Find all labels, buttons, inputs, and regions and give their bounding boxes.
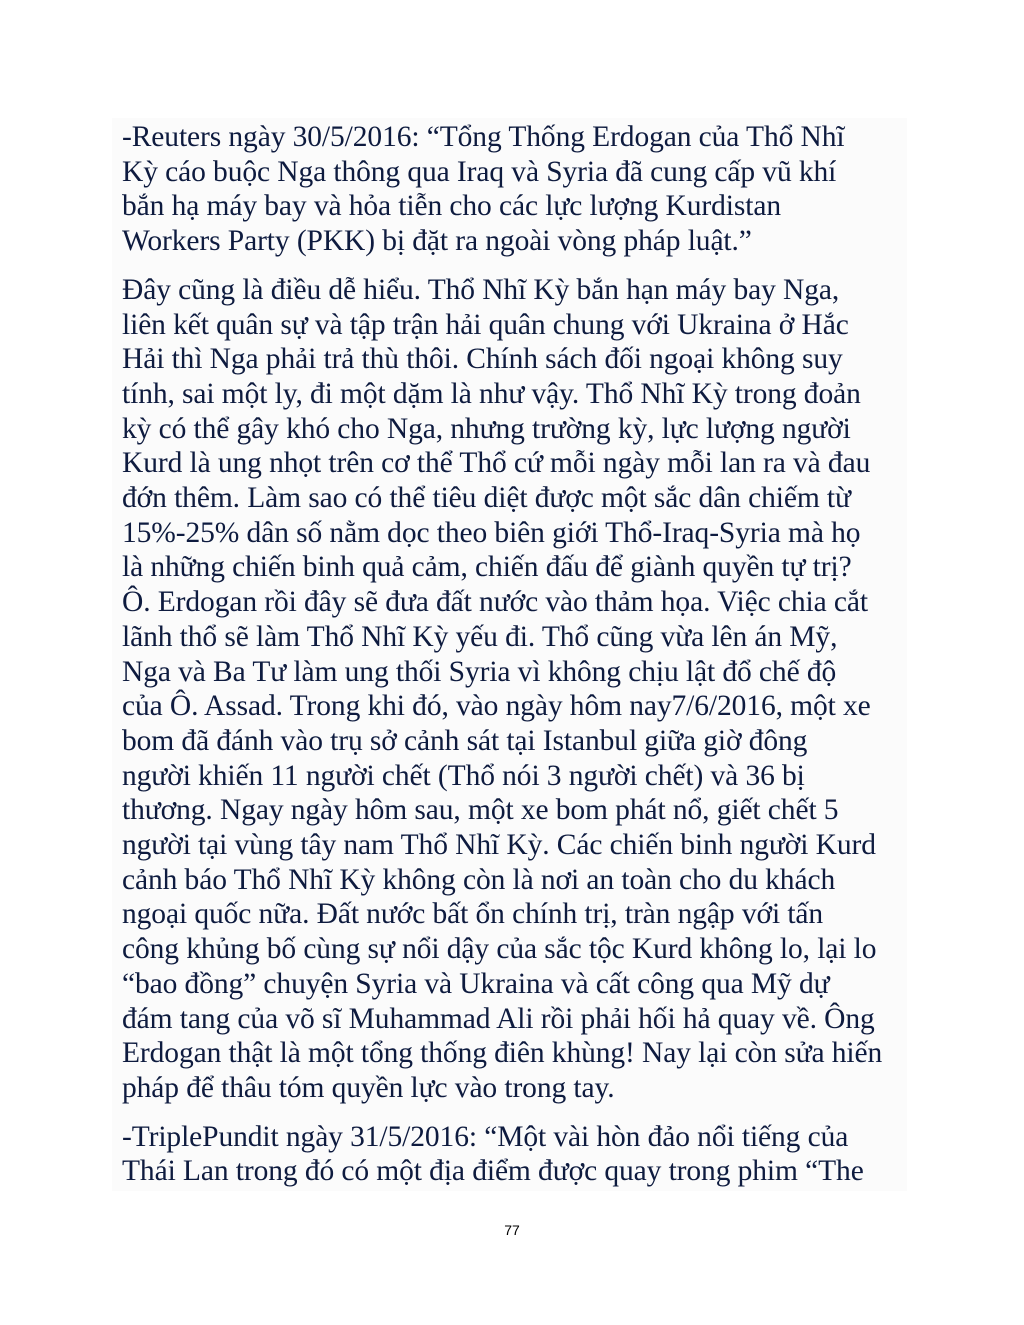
text-line: Đây cũng là điều dễ hiểu. Thổ Nhĩ Kỳ bắn hạn máy bay Nga, [122, 273, 840, 306]
text-line: Erdogan thật là một tổng thống điên khùng! Nay lại còn sửa hiến [122, 1037, 883, 1070]
text-line: Workers Party (PKK) bị đặt ra ngoài vòng pháp luật.” [122, 225, 752, 258]
paragraph-reuters [112, 120, 907, 259]
text-line: tính, sai một ly, đi một dặm là như vậy. Thổ Nhĩ Kỳ trong đoản [122, 377, 861, 410]
text-line: của Ô. Assad. Trong khi đó, vào ngày hôm nay7/6/2016, một xe [122, 690, 871, 723]
text-line: Nga và Ba Tư làm ung thối Syria vì không chịu lật đổ chế độ [122, 655, 837, 688]
text-line: bom đã đánh vào trụ sở cảnh sát tại Istanbul giữa giờ đông [122, 724, 808, 757]
text-line: là những chiến binh quả cảm, chiến đấu để giành quyền tự trị? [122, 551, 852, 584]
text-line: người khiến 11 người chết (Thổ nói 3 người chết) và 36 bị [122, 759, 805, 792]
text-line: Kurd là ung nhọt trên cơ thể Thổ cứ mỗi ngày mỗi lan ra và đau [122, 447, 871, 480]
paragraph-commentary [112, 273, 907, 1106]
text-line: pháp để thâu tóm quyền lực vào trong tay. [122, 1071, 615, 1104]
text-line: -Reuters ngày 30/5/2016: “Tổng Thống Erdogan của Thổ Nhĩ [122, 121, 845, 153]
text-line: người tại vùng tây nam Thổ Nhĩ Kỳ. Các chiến binh người Kurd [122, 829, 876, 862]
text-line: đám tang của võ sĩ Muhammad Ali rồi phải hối hả quay về. Ông [122, 1002, 875, 1035]
text-line: Hải thì Nga phải trả thù thôi. Chính sách đối ngoại không suy [122, 343, 843, 376]
text-line: 15%-25% dân số nằm dọc theo biên giới Thổ-Iraq-Syria mà họ [122, 516, 861, 549]
text-line: đớn thêm. Làm sao có thể tiêu diệt được một sắc dân chiếm từ [122, 482, 851, 515]
text-line: lãnh thổ sẽ làm Thổ Nhĩ Kỳ yếu đi. Thổ cũng vừa lên án Mỹ, [122, 620, 838, 653]
text-block [112, 118, 907, 1191]
text-line: cảnh báo Thổ Nhĩ Kỳ không còn là nơi an toàn cho du khách [122, 863, 836, 896]
text-line: -TriplePundit ngày 31/5/2016: “Một vài hòn đảo nổi tiếng của [122, 1120, 849, 1153]
page-number: 77 [504, 1222, 520, 1238]
text-line: liên kết quân sự và tập trận hải quân chung với Ukraina ở Hắc [122, 308, 849, 341]
text-line: Kỳ cáo buộc Nga thông qua Iraq và Syria đã cung cấp vũ khí [122, 155, 837, 188]
text-line: “bao đồng” chuyện Syria và Ukraina và cất công qua Mỹ dự [122, 967, 830, 1000]
text-line: công khủng bố cùng sự nổi dậy của sắc tộc Kurd không lo, lại lo [122, 933, 877, 966]
text-line: Ô. Erdogan rồi đây sẽ đưa đất nước vào thảm họa. Việc chia cắt [122, 586, 868, 619]
text-line: bắn hạ máy bay và hỏa tiễn cho các lực lượng Kurdistan [122, 190, 781, 223]
text-line: thương. Ngay ngày hôm sau, một xe bom phát nổ, giết chết 5 [122, 794, 839, 827]
text-line: Thái Lan trong đó có một địa điểm được quay trong phim “The [122, 1155, 864, 1188]
paragraph-triplepundit [112, 1120, 907, 1189]
text-line: kỳ có thể gây khó cho Nga, nhưng trường kỳ, lực lượng người [122, 412, 851, 445]
text-line: ngoại quốc nữa. Đất nước bất ổn chính trị, tràn ngập với tấn [122, 898, 824, 931]
